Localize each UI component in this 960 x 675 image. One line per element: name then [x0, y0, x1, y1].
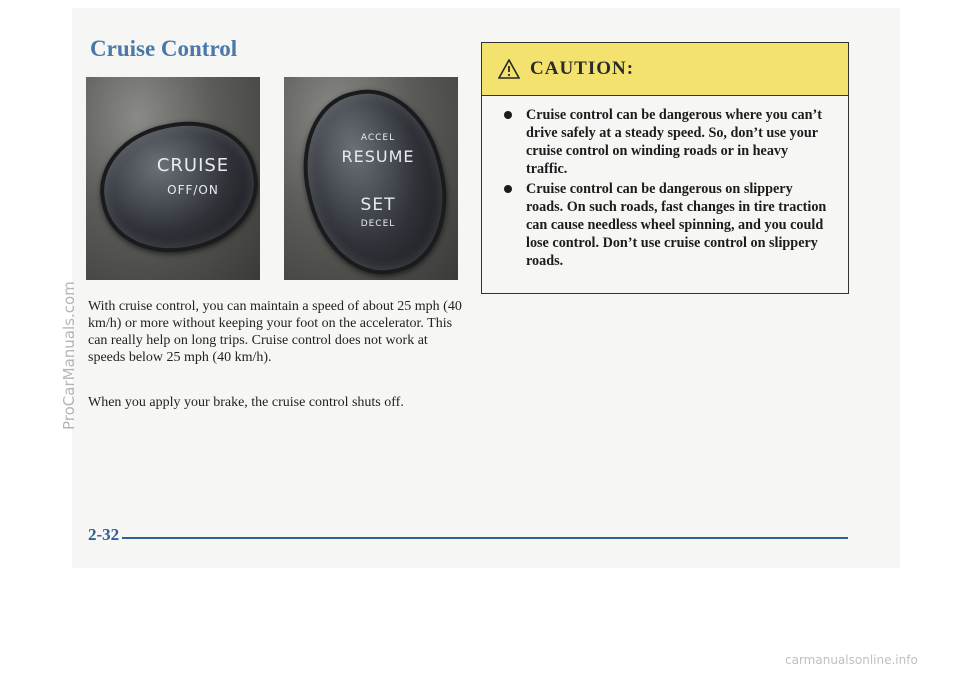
- decel-label: DECEL: [360, 219, 396, 229]
- caution-header: [482, 43, 848, 96]
- resume-set-switch-photo: [284, 77, 458, 280]
- resume-label: RESUME: [341, 147, 415, 166]
- off-on-label: OFF/ON: [167, 183, 219, 197]
- resume-set-button-image: [286, 77, 458, 280]
- caution-item: [504, 180, 830, 270]
- caution-item-text: Cruise control can be dangerous on slippery roads. On such roads, fast changes in tire traction can cause needless wheel spinning, and you could lose control. Don’t use cruise control on slippery roads.: [526, 181, 827, 269]
- cruise-label: CRUISE: [156, 155, 230, 176]
- warning-triangle-icon: [498, 59, 520, 79]
- page-number: 2-32: [88, 525, 120, 544]
- bullet-icon: [504, 111, 512, 119]
- bullet-icon: [504, 185, 512, 193]
- caution-item: [504, 106, 830, 178]
- footer-rule: [122, 537, 848, 539]
- caution-list: [482, 96, 848, 270]
- cruise-switch-photo: [86, 77, 260, 280]
- site-footer: carmanualsonline.info: [785, 653, 918, 667]
- accel-label: ACCEL: [360, 133, 396, 143]
- watermark: ProCarManuals.com: [60, 281, 78, 430]
- caution-box: [481, 42, 849, 294]
- set-label: SET: [360, 195, 396, 215]
- brake-paragraph: When you apply your brake, the cruise control shuts off.: [88, 395, 404, 410]
- intro-paragraph: With cruise control, you can maintain a speed of about 25 mph (40 km/h) or more without keeping your foot on the accelerator. This can really help on long trips. Cruise control does not work at speeds below 25 mph (40 km/h).: [88, 299, 462, 365]
- caution-item-text: Cruise control can be dangerous where you can’t drive safely at a steady speed. So, don’t use your cruise control on winding roads or in heavy traffic.: [526, 107, 822, 177]
- section-title: Cruise Control: [90, 36, 238, 61]
- caution-title: CAUTION:: [530, 58, 635, 79]
